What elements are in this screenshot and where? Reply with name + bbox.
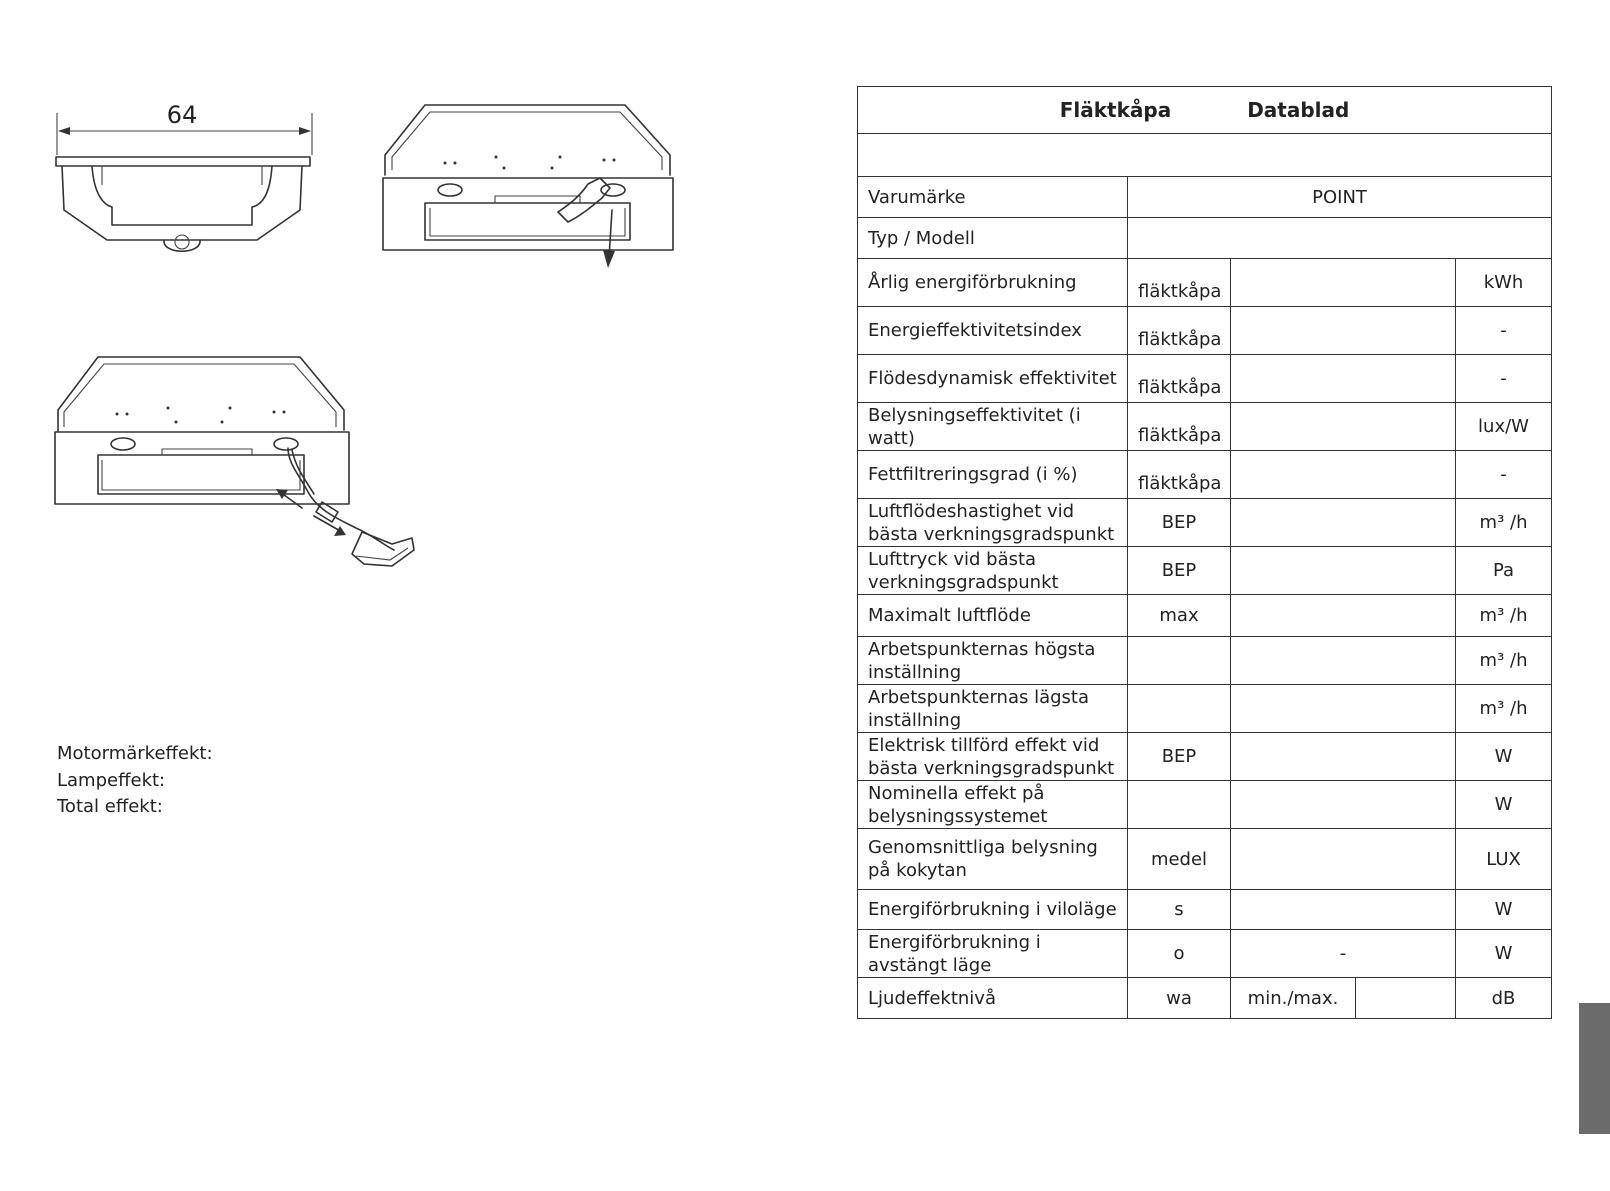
title-product: Fläktkåpa [1059,98,1172,122]
spec-value [1231,499,1456,547]
noise-unit: dB [1456,978,1552,1019]
spec-unit: m³ /h [1456,685,1552,733]
noise-value [1356,978,1456,1019]
spec-label: Belysningseffektivitet (i watt) [858,403,1128,451]
noise-qualifier: min./max. [1231,978,1356,1019]
datasheet-table [857,86,1552,1019]
spec-value [1231,451,1456,499]
spec-row [858,829,1552,890]
spec-value: - [1231,930,1456,978]
noise-symbol: wa [1128,978,1231,1019]
spec-value [1231,781,1456,829]
filter-removal-figure [380,100,680,275]
lamp-replacement-figure [52,352,432,587]
spec-symbol: max [1128,595,1231,637]
spec-symbol: s [1128,890,1231,930]
spec-unit: W [1456,930,1552,978]
model-value [1128,218,1552,259]
spec-symbol: fläktkåpa [1128,403,1231,451]
brand-label: Varumärke [858,177,1128,218]
spec-value [1231,733,1456,781]
spec-label: Fettfiltreringsgrad (i %) [858,451,1128,499]
spec-row [858,637,1552,685]
spec-row [858,259,1552,307]
spec-unit: m³ /h [1456,595,1552,637]
spec-label: Elektrisk tillförd effekt vid bästa verkningsgradspunkt [858,733,1128,781]
datasheet-title-row [858,87,1552,134]
spec-unit: - [1456,307,1552,355]
spec-symbol: fläktkåpa [1128,307,1231,355]
spec-label: Energieffektivitetsindex [858,307,1128,355]
title-datasheet: Datablad [1247,98,1350,122]
spec-unit: LUX [1456,829,1552,890]
spec-value [1231,890,1456,930]
spec-value [1231,259,1456,307]
spec-row [858,547,1552,595]
lamp-power-label: Lampeffekt: [57,769,166,791]
spec-value [1231,637,1456,685]
spec-value [1231,307,1456,355]
spec-unit: lux/W [1456,403,1552,451]
spec-value [1231,595,1456,637]
spec-row [858,890,1552,930]
spec-value [1231,829,1456,890]
spec-unit: W [1456,890,1552,930]
hood-top-view-figure [52,95,322,265]
spec-symbol [1128,781,1231,829]
spec-label: Lufttryck vid bästa verkningsgradspunkt [858,547,1128,595]
datasheet-title [858,87,1552,134]
spec-unit: kWh [1456,259,1552,307]
power-notes [57,741,213,821]
spec-unit: m³ /h [1456,637,1552,685]
spec-symbol [1128,637,1231,685]
spec-unit: W [1456,781,1552,829]
spec-symbol: o [1128,930,1231,978]
spec-row [858,685,1552,733]
spec-label: Flödesdynamisk effektivitet [858,355,1128,403]
model-label: Typ / Modell [858,218,1128,259]
spec-value [1231,685,1456,733]
spec-value [1231,547,1456,595]
spec-symbol: BEP [1128,547,1231,595]
spec-label: Arbetspunkternas lägsta inställning [858,685,1128,733]
spec-label: Nominella effekt på belysningssystemet [858,781,1128,829]
spec-value [1231,355,1456,403]
spec-symbol: fläktkåpa [1128,451,1231,499]
model-row [858,218,1552,259]
spec-symbol: fläktkåpa [1128,259,1231,307]
brand-value: POINT [1128,177,1552,218]
spec-label: Genomsnittliga belysning på kokytan [858,829,1128,890]
spec-row [858,733,1552,781]
total-power-label: Total effekt: [57,796,163,817]
spec-label: Energiförbrukning i avstängt läge [858,930,1128,978]
spec-symbol [1128,685,1231,733]
spec-unit: Pa [1456,547,1552,595]
spec-unit: - [1456,451,1552,499]
spec-label: Maximalt luftflöde [858,595,1128,637]
spec-row [858,451,1552,499]
spec-row [858,499,1552,547]
spec-symbol: BEP [1128,733,1231,781]
spec-label: Årlig energiförbrukning [858,259,1128,307]
spec-symbol: fläktkåpa [1128,355,1231,403]
datasheet-spacer-row [858,134,1552,177]
spec-label: Energiförbrukning i viloläge [858,890,1128,930]
spec-row [858,355,1552,403]
motor-power-label: Motormärkeffekt: [57,743,213,764]
spec-label: Arbetspunkternas högsta inställning [858,637,1128,685]
spec-unit: - [1456,355,1552,403]
section-tab [1579,1003,1610,1134]
noise-label: Ljudeffektnivå [858,978,1128,1019]
spec-unit: m³ /h [1456,499,1552,547]
dimension-label: 64 [166,101,198,129]
spec-symbol: BEP [1128,499,1231,547]
brand-row [858,177,1552,218]
spec-row [858,781,1552,829]
spec-value [1231,403,1456,451]
spec-unit: W [1456,733,1552,781]
spec-row [858,930,1552,978]
spec-row [858,403,1552,451]
spec-symbol: medel [1128,829,1231,890]
spec-label: Luftflödeshastighet vid bästa verkningsgradspunkt [858,499,1128,547]
spec-row [858,307,1552,355]
noise-row [858,978,1552,1019]
spec-row [858,595,1552,637]
